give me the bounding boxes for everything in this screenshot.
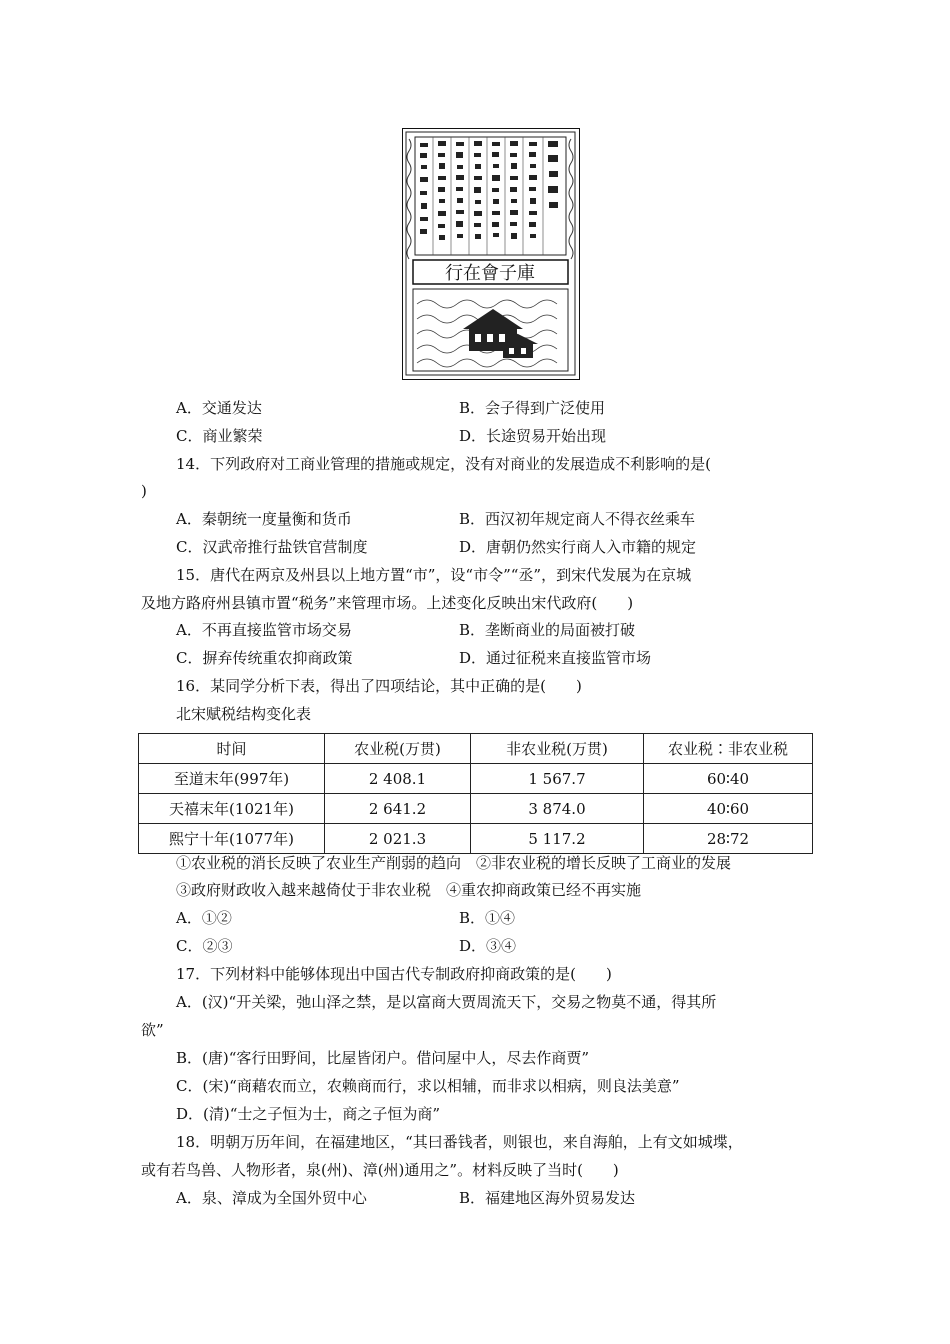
table-header-cell: 时间 [139,734,325,764]
table-cell: 熙宁十年(1077年) [139,824,325,854]
table-cell: 2 021.3 [325,824,471,854]
table-cell: 3 874.0 [471,794,644,824]
q15-stem-cont: 及地方路府州县镇市置“税务”来管理市场。上述变化反映出宋代政府( ) [141,594,634,612]
table-cell: 40∶60 [644,794,813,824]
q14-option-c: C．汉武帝推行盐铁官营制度 [176,538,368,556]
q16-stem: 16．某同学分析下表，得出了四项结论，其中正确的是( ) [176,677,582,695]
q16-option-c: C．②③ [176,937,233,955]
q13-option-c: C．商业繁荣 [176,427,263,445]
table-row [139,764,813,794]
q17-option-c: C．(宋)“商藉农而立，农赖商而行，求以相辅，而非求以相病，则良法美意” [176,1077,680,1095]
banknote-illustration [403,129,578,378]
q16-conclusions-1: ①农业税的消长反映了农业生产削弱的趋向 ②非农业税的增长反映了工商业的发展 [176,854,732,872]
table-cell: 至道末年(997年) [139,764,325,794]
q16-table-title: 北宋赋税结构变化表 [176,705,312,723]
q14-option-a: A．秦朝统一度量衡和货币 [176,510,352,528]
q14-option-d: D．唐朝仍然实行商人入市籍的规定 [459,538,697,556]
table-row [139,794,813,824]
table-header-row [139,734,813,764]
q17-option-a: A．(汉)“开关梁，弛山泽之禁，是以富商大贾周流天下，交易之物莫不通，得其所 [176,993,717,1011]
q15-option-a: A．不再直接监管市场交易 [176,621,352,639]
q16-option-a: A．①② [176,909,232,927]
q18-option-a: A．泉、漳成为全国外贸中心 [176,1189,367,1207]
q17-option-a-cont: 欲” [141,1021,164,1039]
q18-stem: 18．明朝万历年间，在福建地区，“其曰番钱者，则银也，来自海舶，上有文如城堞， [176,1133,743,1151]
q16-option-d: D．③④ [459,937,517,955]
table-cell: 2 408.1 [325,764,471,794]
huizi-banknote-image [402,128,580,380]
table-cell: 2 641.2 [325,794,471,824]
tax-structure-table [138,733,813,854]
q18-option-b: B．福建地区海外贸易发达 [459,1189,636,1207]
q13-option-a: A．交通发达 [176,399,262,417]
table-row [139,824,813,854]
table-header-cell: 非农业税(万贯) [471,734,644,764]
q15-stem: 15．唐代在两京及州县以上地方置“市”，设“市令”“丞”，到宋代发展为在京城 [176,566,692,584]
q15-option-c: C．摒弃传统重农抑商政策 [176,649,353,667]
q14-stem: 14．下列政府对工商业管理的措施或规定，没有对商业的发展造成不利影响的是( [176,455,711,473]
q17-option-d: D．(清)“士之子恒为士，商之子恒为商” [176,1105,441,1123]
banknote-title-text: 行在會子庫 [445,263,535,284]
table-cell: 天禧末年(1021年) [139,794,325,824]
q13-option-b: B．会子得到广泛使用 [459,399,606,417]
q15-option-b: B．垄断商业的局面被打破 [459,621,636,639]
q16-option-b: B．①④ [459,909,516,927]
q17-option-b: B．(唐)“客行田野间，比屋皆闭户。借问屋中人，尽去作商贾” [176,1049,590,1067]
table-header-cell: 农业税(万贯) [325,734,471,764]
table-cell: 1 567.7 [471,764,644,794]
q13-option-d: D．长途贸易开始出现 [459,427,607,445]
q14-stem-cont: ) [141,482,147,500]
q17-stem: 17．下列材料中能够体现出中国古代专制政府抑商政策的是( ) [176,965,612,983]
table-cell: 5 117.2 [471,824,644,854]
q14-option-b: B．西汉初年规定商人不得衣丝乘车 [459,510,696,528]
q16-conclusions-2: ③政府财政收入越来越倚仗于非农业税 ④重农抑商政策已经不再实施 [176,881,642,899]
table-cell: 28∶72 [644,824,813,854]
q15-option-d: D．通过征税来直接监管市场 [459,649,652,667]
table-cell: 60∶40 [644,764,813,794]
q18-stem-cont: 或有若鸟兽、人物形者，泉(州)、漳(州)通用之”。材料反映了当时( ) [141,1161,619,1179]
table-header-cell: 农业税∶非农业税 [644,734,813,764]
